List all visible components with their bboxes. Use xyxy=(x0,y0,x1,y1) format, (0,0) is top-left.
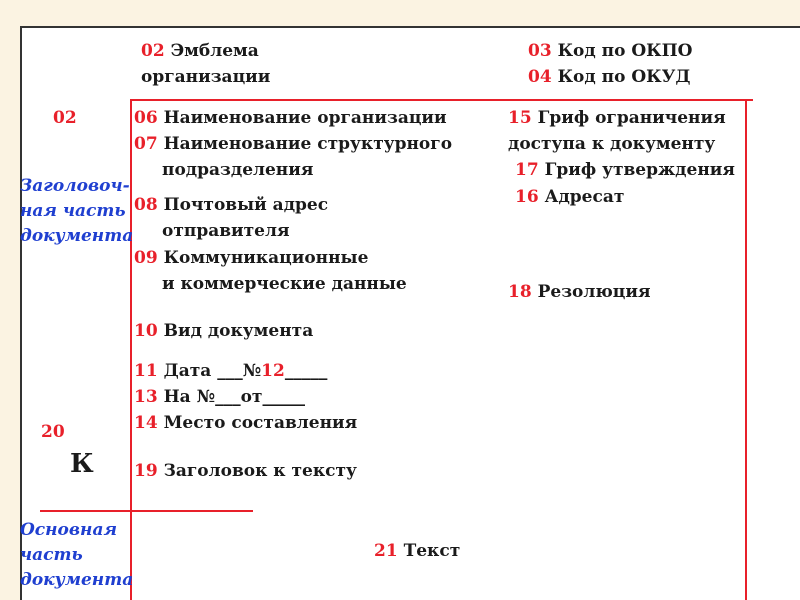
item-19-heading: 19 Заголовок к тексту xyxy=(134,461,357,481)
side-number-02: 02 xyxy=(53,108,77,128)
item-16-addressee: 16 Адресат xyxy=(515,187,625,207)
item-02-emblem: 02 Эмблема организации xyxy=(141,41,271,87)
item-08-postal-address: 08 Почтовый адрес отправителя xyxy=(134,195,329,241)
item-13-ref: 13 На №___от_____ xyxy=(134,387,305,407)
item-21-text: 21 Текст xyxy=(374,541,461,561)
item-06-org-name: 06 Наименование организации xyxy=(134,108,447,128)
side-number-20: 20 xyxy=(41,422,65,442)
red-divider-line xyxy=(40,510,253,512)
red-right-line xyxy=(745,99,747,600)
item-10-doc-type: 10 Вид документа xyxy=(134,321,314,341)
item-03-okpo: 03 Код по ОКПО xyxy=(528,41,693,61)
item-15-restriction: 15 Гриф ограничения доступа к документу xyxy=(508,108,726,154)
red-top-line xyxy=(130,99,753,101)
item-17-approval: 17 Гриф утверждения xyxy=(515,160,735,180)
item-11-date: 11 Дата ___№12_____ xyxy=(134,361,328,381)
item-14-place: 14 Место составления xyxy=(134,413,358,433)
side-letter-k: К xyxy=(70,449,94,479)
side-label-header-part: Заголовоч- ная часть документа xyxy=(20,176,134,246)
side-label-main-part: Основная часть документа xyxy=(20,520,134,590)
item-07-subdivision: 07 Наименование структурного подразделения xyxy=(134,134,453,180)
item-09-communication: 09 Коммуникационные и коммерческие данные xyxy=(134,248,407,294)
item-04-okud: 04 Код по ОКУД xyxy=(528,67,691,87)
item-18-resolution: 18 Резолюция xyxy=(508,282,651,302)
